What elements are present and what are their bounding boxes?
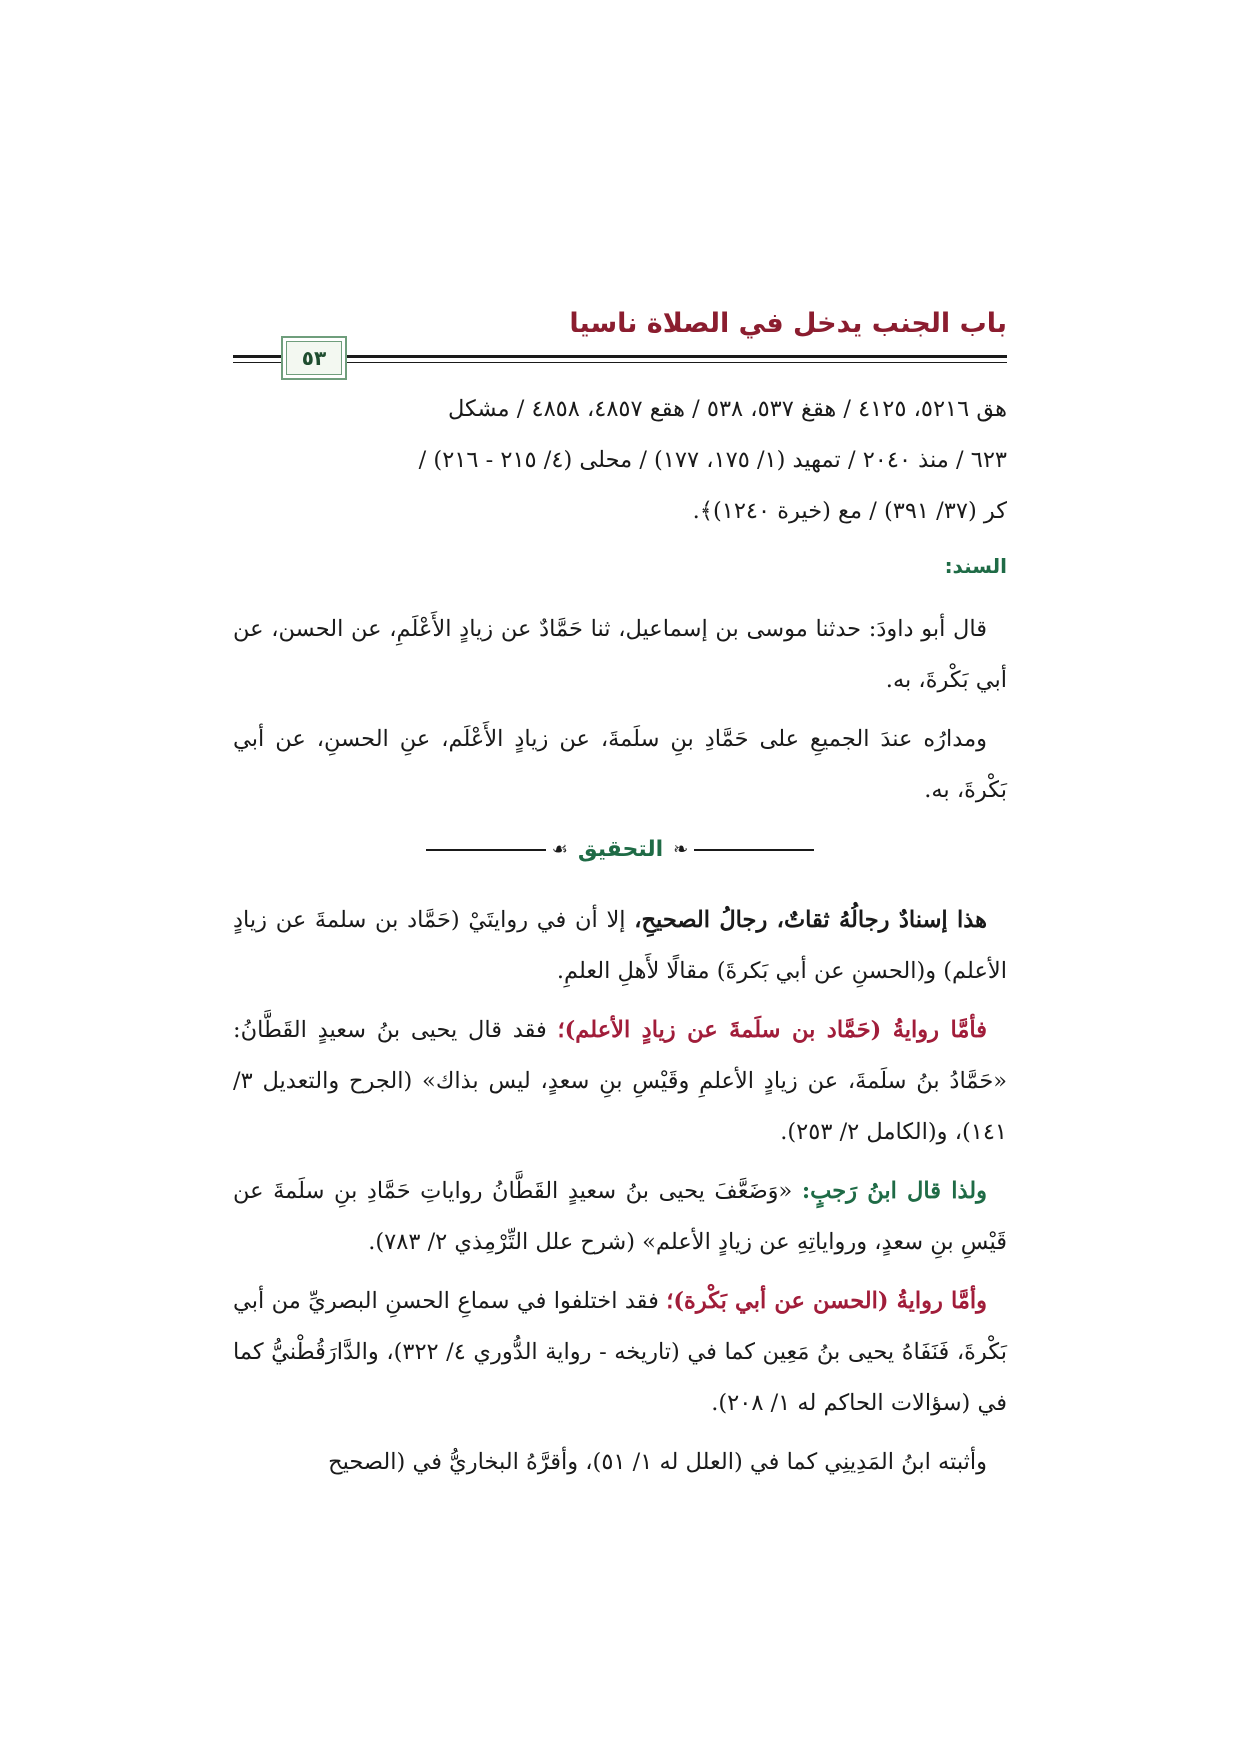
highlight-phrase: وأمَّا روايةُ (الحسن عن أبي بَكْرة)؛ [666,1288,987,1314]
divider-line [694,849,814,851]
page-number: ٥٣ [286,341,342,375]
references-line: كر (٣٧/ ٣٩١) / مع (خيرة ١٢٤٠)﴾. [692,498,1007,524]
paragraph-text: فقد اختلفوا في سماعِ الحسنِ البصريِّ من أبي بَكْرةَ، فَنَفَاهُ يحيى بنُ مَعِين كما في (تاريخه - رواية الدُّوري ٤/ ٣٢٢)، والدَّارَقُطْنيُّ كما في (سؤالات الحاكم له ١/ ٢٠٨). [233,1288,1008,1416]
page [233,300,1007,1496]
section-divider [233,824,1007,875]
ornament-icon: ❧ [673,839,689,860]
page-body [233,384,1007,1488]
tahqiq-paragraph [233,1005,1007,1158]
header-rule [233,355,1007,358]
references-block [233,384,1007,537]
sanad-heading: السند: [944,554,1007,578]
page-number-badge [281,336,347,380]
references-line: هق ٥٢١٦، ٤١٢٥ / هقغ ٥٣٧، ٥٣٨ / هقع ٤٨٥٧، ٤٨٥٨ / مشكل [448,396,1007,422]
chapter-title: باب الجنب يدخل في الصلاة ناسيا [569,308,1007,339]
sanad-paragraph: قال أبو داودَ: حدثنا موسى بن إسماعيل، ثنا حَمَّادٌ عن زيادٍ الأَعْلَمِ، عن الحسن، عن أبي بَكْرةَ، به. [233,616,1007,693]
sanad-paragraph: ومدارُه عندَ الجميعِ على حَمَّادِ بنِ سلَمةَ، عن زيادٍ الأَعْلَم، عنِ الحسنِ، عن أبي بَكْرةَ، به. [233,726,1007,803]
tahqiq-paragraph [233,895,1007,997]
tahqiq-paragraph [233,1276,1007,1429]
page-header [233,300,1007,370]
paragraph-text: «وَضَعَّفَ يحيى بنُ سعيدٍ القَطَّانُ رواياتِ حَمَّادِ بنِ سلَمةَ عن قَيْسِ بنِ سعدٍ، ورواياتِهِ عن زيادٍ الأعلم» (شرح علل التِّرْمِذي ٢/ ٧٨٣). [233,1178,1007,1255]
tahqiq-paragraph [233,1166,1007,1268]
header-rule-thin [233,362,1007,363]
references-line: ٦٢٣ / منذ ٢٠٤٠ / تمهيد (١/ ١٧٥، ١٧٧) / محلى (٤/ ٢١٥ - ٢١٦) / [418,447,1007,473]
section-title: التحقيق [577,837,664,862]
paragraph-text: فقد قال يحيى بنُ سعيدٍ القَطَّانُ: «حَمَّادُ بنُ سلَمةَ، عن زيادٍ الأعلمِ وقَيْسِ بنِ سعدٍ، ليس بذاك» (الجرح والتعديل ٣/ ١٤١)، و(الكامل ٢/ ٢٥٣). [233,1017,1007,1145]
divider-line [426,849,546,851]
bold-phrase: هذا إسنادٌ رجالُهُ ثقاتٌ، رجالُ الصحيحِ، [634,907,987,933]
ornament-icon: ☙ [551,839,568,860]
tahqiq-paragraph: وأثبته ابنُ المَدِينِي كما في (العلل له ١/ ٥١)، وأقرَّهُ البخاريُّ في (الصحيح [328,1449,987,1475]
paragraph-text: إلا أن في روايتَيْ (حَمَّاد بن سلمةَ عن زيادٍ الأعلم) و(الحسنِ عن أبي بَكرةَ) مقالًا لأَهلِ العلمِ. [233,907,1007,984]
highlight-phrase: فأمَّا روايةُ (حَمَّاد بن سلَمةَ عن زيادٍ الأعلم)؛ [557,1017,987,1043]
highlight-phrase: ولذا قال ابنُ رَجبٍ: [801,1178,987,1204]
